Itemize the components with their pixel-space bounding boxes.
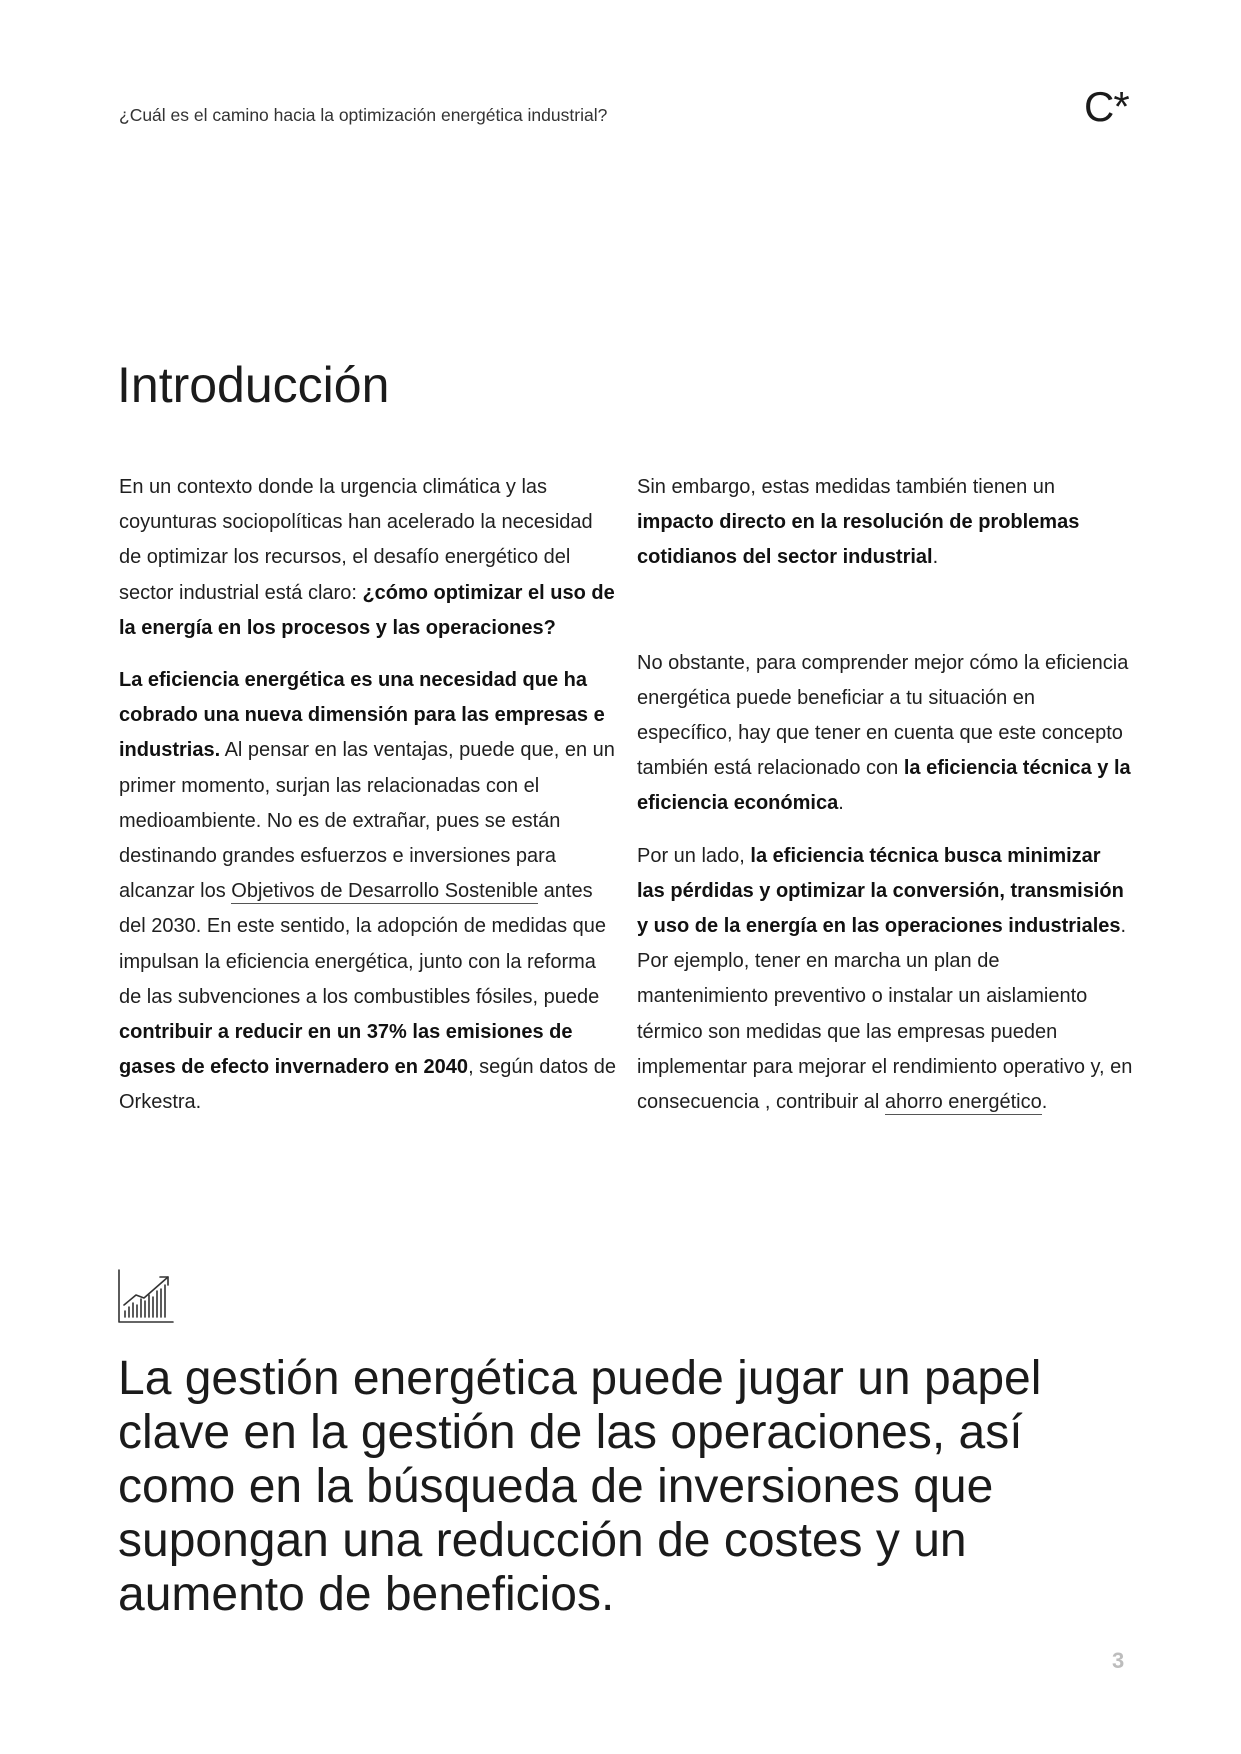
section-title: Introducción [117, 357, 390, 413]
right-p3-text: Por un lado, [637, 844, 751, 867]
left-paragraph-2 [119, 663, 619, 1121]
left-p2-emphasis-2: contribuir a reducir en un 37% las emisiones de gases de efecto invernadero en 2040 [119, 1021, 573, 1079]
left-paragraph-1 [119, 470, 619, 646]
left-p2-emphasis: La eficiencia energética es una necesidad que ha cobrado una nueva dimensión para las empresas e industrias. [119, 669, 605, 762]
right-p3-emphasis: la eficiencia técnica busca minimizar las pérdidas y optimizar la conversión, transmisión y uso de la energía en las operaciones industriales [637, 844, 1124, 938]
right-column [637, 470, 1133, 1120]
left-p2-text-2: antes del 2030. En este sentido, la adopción de medidas que impulsan la eficiencia energética, junto con la reforma de las subvenciones a los combustibles fósiles, puede [119, 880, 607, 1008]
document-header-title: ¿Cuál es el camino hacia la optimización energética industrial? [119, 105, 608, 125]
left-p2-text-3: , según datos de Orkestra. [119, 1056, 616, 1114]
right-p2-end: . [838, 792, 844, 815]
right-p1-text: Sin embargo, estas medidas también tienen un [637, 476, 1056, 498]
sdg-link[interactable]: Objetivos de Desarrollo Sostenible [231, 880, 539, 903]
right-paragraph-2 [637, 646, 1133, 822]
left-p1-text: En un contexto donde la urgencia climática y las coyunturas sociopolíticas han acelerado la necesidad de optimizar los recursos, el desafío energético del sector industrial está claro: [119, 476, 593, 604]
left-column [119, 470, 619, 1121]
right-p1-emphasis: impacto directo en la resolución de problemas cotidianos del sector industrial [637, 511, 1080, 569]
bar-chart-growth-icon [118, 1269, 174, 1324]
right-p2-emphasis: la eficiencia técnica y la eficiencia económica [637, 757, 1131, 815]
left-p1-emphasis: ¿cómo optimizar el uso de la energía en los procesos y las operaciones? [119, 581, 615, 639]
right-p1-end: . [932, 546, 939, 569]
left-p2-text: Al pensar en las ventajas, puede que, en un primer momento, surjan las relacionadas con el medioambiente. No es de extrañar, pues se están destinando grandes esfuerzos e inversiones para alcanzar los [119, 739, 615, 903]
right-p3-end: . [1041, 1091, 1048, 1114]
right-paragraph-1 [637, 470, 1133, 576]
page-number: 3 [1112, 1648, 1125, 1673]
right-p3-text-2: . Por ejemplo, tener en marcha un plan de mantenimiento preventivo o instalar un aislamiento térmico son medidas que las empresas pueden implementar para mejorar el rendimiento operativo y, en consecuencia , contribuir al [637, 915, 1133, 1114]
brand-logo: C* [1084, 83, 1129, 130]
energy-saving-link[interactable]: ahorro energético [884, 1091, 1042, 1114]
right-p2-text: No obstante, para comprender mejor cómo la eficiencia energética puede beneficiar a tu situación en específico, hay que tener en cuenta que este concepto también está relacionado con [637, 651, 1129, 780]
right-paragraph-3 [637, 839, 1133, 1121]
pull-quote: La gestión energética puede jugar un papel clave en la gestión de las operaciones, así como en la búsqueda de inversiones que supongan una reducción de costes y un aumento de beneficios. [118, 1352, 1042, 1621]
